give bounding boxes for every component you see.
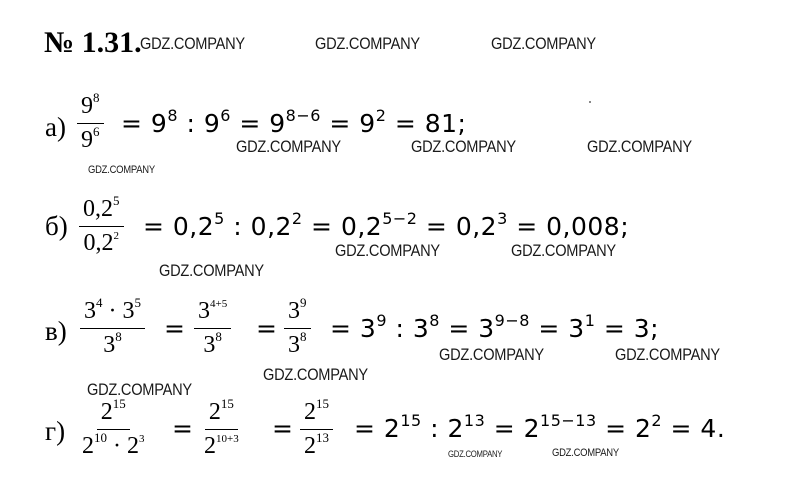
fraction-v-3 [284, 295, 311, 359]
fraction-numerator: $3^{4+5}$ [194, 298, 231, 329]
exponent: 15−13 [540, 411, 597, 430]
item-label-b: б) [45, 211, 68, 241]
watermark: GDZ.COMPANY [439, 345, 544, 364]
expression-text: : 2 [421, 414, 464, 443]
fraction-v-2 [194, 298, 231, 359]
item-label-v: в) [45, 316, 67, 346]
expression-text: = 9 [121, 109, 168, 138]
equation-chain-a [121, 106, 467, 138]
fraction-g-1 [78, 396, 149, 460]
watermark: GDZ.COMPANY [236, 137, 341, 156]
watermark: GDZ.COMPANY [335, 241, 440, 260]
watermark: GDZ.COMPANY [263, 365, 368, 384]
equation-chain-b [143, 209, 630, 241]
equals-sign: = [172, 414, 194, 443]
watermark: GDZ.COMPANY [87, 380, 192, 399]
equals-sign: = [272, 414, 294, 443]
exponent: 15 [400, 411, 422, 430]
expression-text: = 4. [662, 414, 726, 443]
equation-chain-g [354, 411, 726, 443]
equals-sign: = [164, 314, 186, 343]
watermark: GDZ.COMPANY [615, 345, 720, 364]
equation-chain-v [330, 311, 660, 343]
expression-text: = 3; [595, 314, 660, 343]
expression-text: = 3 [330, 314, 377, 343]
exponent: 13 [463, 411, 486, 430]
expression-text: = 0,2 [417, 212, 498, 241]
expression-text: = 3 [529, 314, 585, 343]
exponent: 9−8 [494, 311, 530, 330]
exponent: 2 [291, 209, 303, 228]
expression-text: = 2 [354, 414, 401, 443]
watermark: GDZ.COMPANY [448, 449, 503, 459]
expression-text: = 2 [485, 414, 541, 443]
problem-number: № 1.31. [44, 26, 142, 59]
fraction-numerator: $2^{15}$ [205, 399, 238, 430]
fraction-numerator: $9^8$ [77, 93, 104, 124]
expression-text: = 0,008; [507, 212, 630, 241]
exponent: 6 [220, 106, 231, 125]
expression-text: : 3 [387, 314, 430, 343]
exponent: 1 [584, 311, 596, 330]
watermark: GDZ.COMPANY [491, 34, 596, 53]
fraction-numerator: $3^4 \cdot 3^5$ [80, 298, 145, 329]
fraction-numerator: $3^9$ [284, 298, 311, 329]
watermark: GDZ.COMPANY [315, 34, 420, 53]
watermark: GDZ.COMPANY [411, 137, 516, 156]
equals-sign: = [256, 314, 278, 343]
expression-text: : 0,2 [224, 212, 292, 241]
watermark: GDZ.COMPANY [587, 137, 692, 156]
fraction-denominator: $2^{10+3}$ [204, 433, 239, 459]
exponent: 2 [651, 411, 663, 430]
exponent: 8 [167, 106, 178, 125]
watermark: GDZ.COMPANY [140, 34, 245, 53]
fraction-numerator: $2^{15}$ [300, 399, 333, 430]
fraction-denominator: $3^8$ [103, 329, 122, 358]
fraction-denominator: $3^8$ [288, 329, 307, 358]
expression-text: = 2 [596, 414, 652, 443]
expression-text: = 0,2 [143, 212, 215, 241]
fraction-a [77, 90, 104, 154]
scan-speck [589, 101, 591, 103]
expression-text: = 9 [320, 109, 376, 138]
fraction-g-3 [300, 396, 333, 460]
expression-text: = 3 [439, 314, 495, 343]
exponent: 5 [214, 209, 225, 228]
fraction-denominator: $9^6$ [81, 124, 100, 153]
exponent: 5−2 [382, 209, 418, 228]
item-label-a: а) [45, 112, 66, 142]
exponent: 8−6 [285, 106, 321, 125]
watermark: GDZ.COMPANY [511, 241, 616, 260]
fraction-v-1 [80, 295, 145, 359]
fraction-g-2 [200, 396, 243, 460]
watermark: GDZ.COMPANY [159, 261, 264, 280]
exponent: 3 [497, 209, 508, 228]
fraction-b [79, 193, 124, 257]
watermark: GDZ.COMPANY [88, 164, 155, 176]
expression-text: = 0,2 [302, 212, 383, 241]
fraction-denominator: $2^{13}$ [304, 430, 329, 459]
exponent: 9 [376, 311, 387, 330]
exponent: 2 [375, 106, 387, 125]
fraction-denominator: $0,2^2$ [83, 230, 119, 256]
fraction-denominator: $3^8$ [203, 329, 222, 358]
fraction-numerator: $0,2^5$ [79, 196, 124, 227]
expression-text: = 9 [230, 109, 286, 138]
expression-text: = 81; [386, 109, 467, 138]
watermark: GDZ.COMPANY [552, 447, 619, 459]
item-label-g: г) [45, 416, 66, 446]
fraction-denominator: $2^{10} \cdot 2^3$ [82, 430, 145, 459]
fraction-numerator: $2^{15}$ [97, 399, 130, 430]
exponent: 8 [429, 311, 440, 330]
expression-text: : 9 [178, 109, 221, 138]
